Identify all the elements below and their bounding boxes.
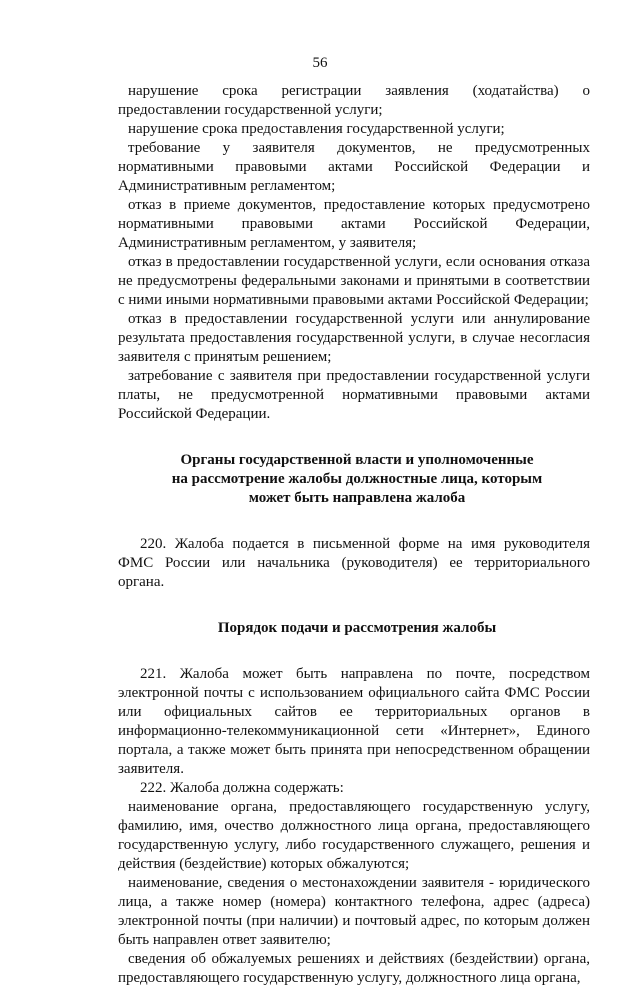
list-item: отказ в предоставлении государственной услуги или аннулирование результата предоставления государственной услуги, в случае несогласия заявителя с принятым решением; (118, 311, 590, 365)
heading-line: может быть направлена жалоба (248, 490, 466, 506)
list-item: требование у заявителя документов, не предусмотренных нормативными правовыми актами Российской Федерации и Административным регламентом; (118, 140, 590, 194)
section-heading-procedure: Порядок подачи и рассмотрения жалобы (217, 620, 497, 636)
paragraph-220: 220. Жалоба подается в письменной форме на имя руководителя ФМС России или начальника (руководителя) ее территориального органа. (118, 536, 590, 590)
heading-line: на рассмотрение жалобы должностные лица, которым (171, 471, 543, 487)
paragraph-222: 222. Жалоба должна содержать: (140, 780, 344, 796)
list-item: нарушение срока регистрации заявления (ходатайства) о предоставлении государственной услуги; (118, 83, 590, 118)
list-item: нарушение срока предоставления государственной услуги; (128, 121, 505, 137)
heading-line: Органы государственной власти и уполномоченные (180, 452, 534, 468)
list-item: затребование с заявителя при предоставлении государственной услуги платы, не предусмотренной нормативными правовыми актами Российской Федерации. (118, 368, 590, 422)
section-heading-authorities (118, 451, 590, 508)
page-content (118, 82, 590, 988)
list-item: отказ в предоставлении государственной услуги, если основания отказа не предусмотрены федеральными законами и принятыми в соответствии с ними иными нормативными правовыми актами Российской Федерации; (118, 254, 590, 308)
list-item: отказ в приеме документов, предоставление которых предусмотрено нормативными правовыми актами Российской Федерации, Административным регламентом, у заявителя; (118, 197, 590, 251)
page-number: 56 (312, 55, 328, 71)
paragraph-221: 221. Жалоба может быть направлена по почте, посредством электронной почты с использованием официального сайта ФМС России или официальных сайтов ее территориальных органов в информационно-телекоммуникационной сети «Интернет», Единого портала, а также может быть принята при непосредственном обращении заявителя. (118, 666, 590, 777)
list-item: сведения об обжалуемых решениях и действиях (бездействии) органа, предоставляющего государственную услугу, должностного лица органа, (118, 951, 590, 986)
list-item: наименование, сведения о местонахождении заявителя - юридического лица, а также номер (номера) контактного телефона, адрес (адреса) электронной почты (при наличии) и почтовый адрес, по которым должен быть направлен ответ заявителю; (118, 875, 590, 948)
list-item: наименование органа, предоставляющего государственную услугу, фамилию, имя, очество должностного лица органа, предоставляющего государственную услугу, либо государственного служащего, решения и действия (бездействие) которых обжалуются; (118, 799, 590, 872)
